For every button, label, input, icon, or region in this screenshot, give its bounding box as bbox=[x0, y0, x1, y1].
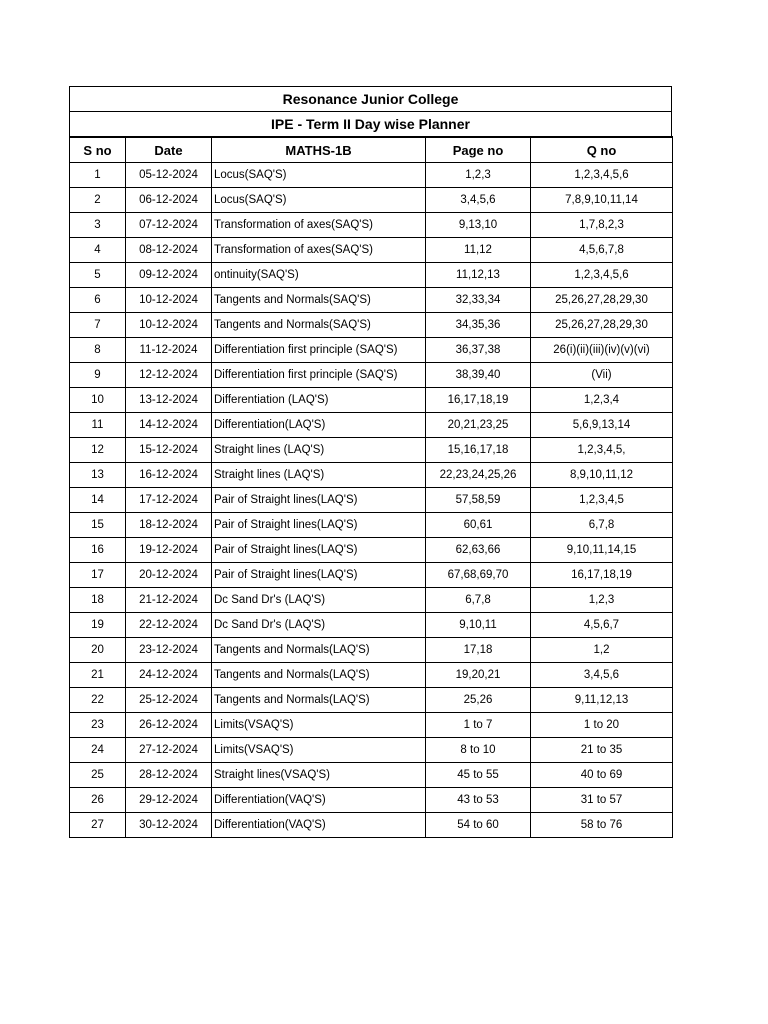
table-row bbox=[70, 563, 673, 588]
cell-q-no: 58 to 76 bbox=[531, 813, 673, 838]
cell-topic: Dc Sand Dr's (LAQ'S) bbox=[212, 588, 426, 613]
cell-sno: 6 bbox=[70, 288, 126, 313]
column-header-page-no: Page no bbox=[426, 137, 531, 163]
cell-topic: Tangents and Normals(LAQ'S) bbox=[212, 638, 426, 663]
college-title: Resonance Junior College bbox=[69, 86, 672, 111]
cell-topic: Pair of Straight lines(LAQ'S) bbox=[212, 513, 426, 538]
cell-page-no: 16,17,18,19 bbox=[426, 388, 531, 413]
table-row bbox=[70, 463, 673, 488]
cell-page-no: 3,4,5,6 bbox=[426, 188, 531, 213]
cell-sno: 8 bbox=[70, 338, 126, 363]
cell-date: 12-12-2024 bbox=[126, 363, 212, 388]
cell-q-no: 1 to 20 bbox=[531, 713, 673, 738]
cell-topic: Pair of Straight lines(LAQ'S) bbox=[212, 563, 426, 588]
cell-sno: 14 bbox=[70, 488, 126, 513]
cell-sno: 2 bbox=[70, 188, 126, 213]
cell-q-no: 1,2 bbox=[531, 638, 673, 663]
cell-date: 22-12-2024 bbox=[126, 613, 212, 638]
cell-date: 10-12-2024 bbox=[126, 313, 212, 338]
table-row bbox=[70, 638, 673, 663]
table-body bbox=[70, 163, 673, 838]
cell-q-no: 25,26,27,28,29,30 bbox=[531, 313, 673, 338]
cell-q-no: 4,5,6,7 bbox=[531, 613, 673, 638]
cell-topic: Limits(VSAQ'S) bbox=[212, 738, 426, 763]
column-header-q-no: Q no bbox=[531, 137, 673, 163]
cell-page-no: 11,12,13 bbox=[426, 263, 531, 288]
planner-sheet bbox=[69, 86, 672, 838]
cell-topic: Differentiation(VAQ'S) bbox=[212, 788, 426, 813]
cell-date: 13-12-2024 bbox=[126, 388, 212, 413]
cell-date: 17-12-2024 bbox=[126, 488, 212, 513]
cell-q-no: 6,7,8 bbox=[531, 513, 673, 538]
cell-page-no: 17,18 bbox=[426, 638, 531, 663]
table-row bbox=[70, 763, 673, 788]
cell-date: 29-12-2024 bbox=[126, 788, 212, 813]
cell-date: 27-12-2024 bbox=[126, 738, 212, 763]
table-row bbox=[70, 188, 673, 213]
table-row bbox=[70, 688, 673, 713]
cell-date: 20-12-2024 bbox=[126, 563, 212, 588]
cell-sno: 27 bbox=[70, 813, 126, 838]
table-row bbox=[70, 263, 673, 288]
cell-sno: 13 bbox=[70, 463, 126, 488]
cell-date: 25-12-2024 bbox=[126, 688, 212, 713]
cell-q-no: 1,2,3,4,5 bbox=[531, 488, 673, 513]
cell-sno: 25 bbox=[70, 763, 126, 788]
cell-page-no: 54 to 60 bbox=[426, 813, 531, 838]
cell-page-no: 22,23,24,25,26 bbox=[426, 463, 531, 488]
cell-date: 30-12-2024 bbox=[126, 813, 212, 838]
cell-topic: Tangents and Normals(SAQ'S) bbox=[212, 313, 426, 338]
cell-date: 28-12-2024 bbox=[126, 763, 212, 788]
cell-sno: 15 bbox=[70, 513, 126, 538]
cell-sno: 4 bbox=[70, 238, 126, 263]
table-row bbox=[70, 313, 673, 338]
cell-page-no: 1,2,3 bbox=[426, 163, 531, 188]
cell-sno: 24 bbox=[70, 738, 126, 763]
cell-q-no: 1,7,8,2,3 bbox=[531, 213, 673, 238]
table-row bbox=[70, 288, 673, 313]
table-row bbox=[70, 713, 673, 738]
cell-page-no: 9,13,10 bbox=[426, 213, 531, 238]
cell-page-no: 60,61 bbox=[426, 513, 531, 538]
cell-sno: 16 bbox=[70, 538, 126, 563]
cell-page-no: 67,68,69,70 bbox=[426, 563, 531, 588]
cell-topic: Differentiation(LAQ'S) bbox=[212, 413, 426, 438]
cell-q-no: 5,6,9,13,14 bbox=[531, 413, 673, 438]
cell-q-no: 1,2,3 bbox=[531, 588, 673, 613]
cell-topic: Transformation of axes(SAQ'S) bbox=[212, 238, 426, 263]
cell-page-no: 19,20,21 bbox=[426, 663, 531, 688]
cell-q-no: 4,5,6,7,8 bbox=[531, 238, 673, 263]
cell-page-no: 36,37,38 bbox=[426, 338, 531, 363]
cell-page-no: 32,33,34 bbox=[426, 288, 531, 313]
table-row bbox=[70, 338, 673, 363]
cell-date: 09-12-2024 bbox=[126, 263, 212, 288]
cell-topic: Transformation of axes(SAQ'S) bbox=[212, 213, 426, 238]
cell-topic: ontinuity(SAQ'S) bbox=[212, 263, 426, 288]
cell-sno: 3 bbox=[70, 213, 126, 238]
cell-sno: 17 bbox=[70, 563, 126, 588]
cell-topic: Differentiation first principle (SAQ'S) bbox=[212, 338, 426, 363]
cell-q-no: 3,4,5,6 bbox=[531, 663, 673, 688]
cell-page-no: 9,10,11 bbox=[426, 613, 531, 638]
cell-date: 15-12-2024 bbox=[126, 438, 212, 463]
cell-date: 26-12-2024 bbox=[126, 713, 212, 738]
cell-page-no: 20,21,23,25 bbox=[426, 413, 531, 438]
cell-date: 06-12-2024 bbox=[126, 188, 212, 213]
cell-sno: 26 bbox=[70, 788, 126, 813]
cell-topic: Locus(SAQ'S) bbox=[212, 163, 426, 188]
cell-topic: Straight lines(VSAQ'S) bbox=[212, 763, 426, 788]
cell-topic: Tangents and Normals(SAQ'S) bbox=[212, 288, 426, 313]
cell-date: 14-12-2024 bbox=[126, 413, 212, 438]
cell-date: 11-12-2024 bbox=[126, 338, 212, 363]
table-row bbox=[70, 388, 673, 413]
cell-sno: 7 bbox=[70, 313, 126, 338]
cell-sno: 12 bbox=[70, 438, 126, 463]
table-row bbox=[70, 413, 673, 438]
cell-sno: 11 bbox=[70, 413, 126, 438]
column-header-sno: S no bbox=[70, 137, 126, 163]
column-header-date: Date bbox=[126, 137, 212, 163]
cell-topic: Differentiation first principle (SAQ'S) bbox=[212, 363, 426, 388]
table-row bbox=[70, 738, 673, 763]
cell-date: 21-12-2024 bbox=[126, 588, 212, 613]
table-row bbox=[70, 488, 673, 513]
column-header-subject: MATHS-1B bbox=[212, 137, 426, 163]
cell-date: 08-12-2024 bbox=[126, 238, 212, 263]
table-row bbox=[70, 588, 673, 613]
table-row bbox=[70, 613, 673, 638]
planner-title: IPE - Term II Day wise Planner bbox=[69, 111, 672, 136]
cell-q-no: 21 to 35 bbox=[531, 738, 673, 763]
table-row bbox=[70, 238, 673, 263]
cell-q-no: 1,2,3,4,5,6 bbox=[531, 163, 673, 188]
cell-page-no: 11,12 bbox=[426, 238, 531, 263]
cell-topic: Tangents and Normals(LAQ'S) bbox=[212, 688, 426, 713]
cell-page-no: 34,35,36 bbox=[426, 313, 531, 338]
cell-q-no: 31 to 57 bbox=[531, 788, 673, 813]
cell-page-no: 38,39,40 bbox=[426, 363, 531, 388]
cell-page-no: 25,26 bbox=[426, 688, 531, 713]
cell-topic: Pair of Straight lines(LAQ'S) bbox=[212, 488, 426, 513]
table-row bbox=[70, 213, 673, 238]
cell-date: 07-12-2024 bbox=[126, 213, 212, 238]
cell-q-no: 9,11,12,13 bbox=[531, 688, 673, 713]
table-row bbox=[70, 663, 673, 688]
cell-sno: 18 bbox=[70, 588, 126, 613]
cell-date: 19-12-2024 bbox=[126, 538, 212, 563]
cell-page-no: 6,7,8 bbox=[426, 588, 531, 613]
cell-date: 18-12-2024 bbox=[126, 513, 212, 538]
cell-page-no: 45 to 55 bbox=[426, 763, 531, 788]
cell-date: 24-12-2024 bbox=[126, 663, 212, 688]
cell-sno: 10 bbox=[70, 388, 126, 413]
table-row bbox=[70, 438, 673, 463]
cell-date: 23-12-2024 bbox=[126, 638, 212, 663]
cell-q-no: 16,17,18,19 bbox=[531, 563, 673, 588]
cell-topic: Differentiation (LAQ'S) bbox=[212, 388, 426, 413]
cell-page-no: 8 to 10 bbox=[426, 738, 531, 763]
cell-page-no: 43 to 53 bbox=[426, 788, 531, 813]
cell-sno: 19 bbox=[70, 613, 126, 638]
cell-sno: 1 bbox=[70, 163, 126, 188]
cell-topic: Straight lines (LAQ'S) bbox=[212, 438, 426, 463]
cell-date: 16-12-2024 bbox=[126, 463, 212, 488]
cell-date: 05-12-2024 bbox=[126, 163, 212, 188]
cell-q-no: (Vii) bbox=[531, 363, 673, 388]
planner-table bbox=[69, 136, 673, 838]
cell-sno: 22 bbox=[70, 688, 126, 713]
cell-q-no: 1,2,3,4 bbox=[531, 388, 673, 413]
cell-topic: Dc Sand Dr's (LAQ'S) bbox=[212, 613, 426, 638]
table-row bbox=[70, 163, 673, 188]
cell-sno: 5 bbox=[70, 263, 126, 288]
cell-page-no: 62,63,66 bbox=[426, 538, 531, 563]
cell-topic: Tangents and Normals(LAQ'S) bbox=[212, 663, 426, 688]
cell-date: 10-12-2024 bbox=[126, 288, 212, 313]
cell-q-no: 1,2,3,4,5,6 bbox=[531, 263, 673, 288]
cell-topic: Pair of Straight lines(LAQ'S) bbox=[212, 538, 426, 563]
cell-sno: 9 bbox=[70, 363, 126, 388]
cell-topic: Locus(SAQ'S) bbox=[212, 188, 426, 213]
cell-q-no: 8,9,10,11,12 bbox=[531, 463, 673, 488]
table-row bbox=[70, 363, 673, 388]
cell-page-no: 57,58,59 bbox=[426, 488, 531, 513]
cell-q-no: 26(i)(ii)(iii)(iv)(v)(vi) bbox=[531, 338, 673, 363]
cell-sno: 21 bbox=[70, 663, 126, 688]
cell-q-no: 40 to 69 bbox=[531, 763, 673, 788]
cell-topic: Differentiation(VAQ'S) bbox=[212, 813, 426, 838]
cell-q-no: 9,10,11,14,15 bbox=[531, 538, 673, 563]
table-row bbox=[70, 513, 673, 538]
table-row bbox=[70, 538, 673, 563]
cell-sno: 23 bbox=[70, 713, 126, 738]
cell-topic: Limits(VSAQ'S) bbox=[212, 713, 426, 738]
table-row bbox=[70, 813, 673, 838]
cell-q-no: 7,8,9,10,11,14 bbox=[531, 188, 673, 213]
table-row bbox=[70, 788, 673, 813]
cell-topic: Straight lines (LAQ'S) bbox=[212, 463, 426, 488]
table-header-row bbox=[70, 137, 673, 163]
cell-page-no: 1 to 7 bbox=[426, 713, 531, 738]
cell-page-no: 15,16,17,18 bbox=[426, 438, 531, 463]
cell-sno: 20 bbox=[70, 638, 126, 663]
cell-q-no: 1,2,3,4,5, bbox=[531, 438, 673, 463]
cell-q-no: 25,26,27,28,29,30 bbox=[531, 288, 673, 313]
